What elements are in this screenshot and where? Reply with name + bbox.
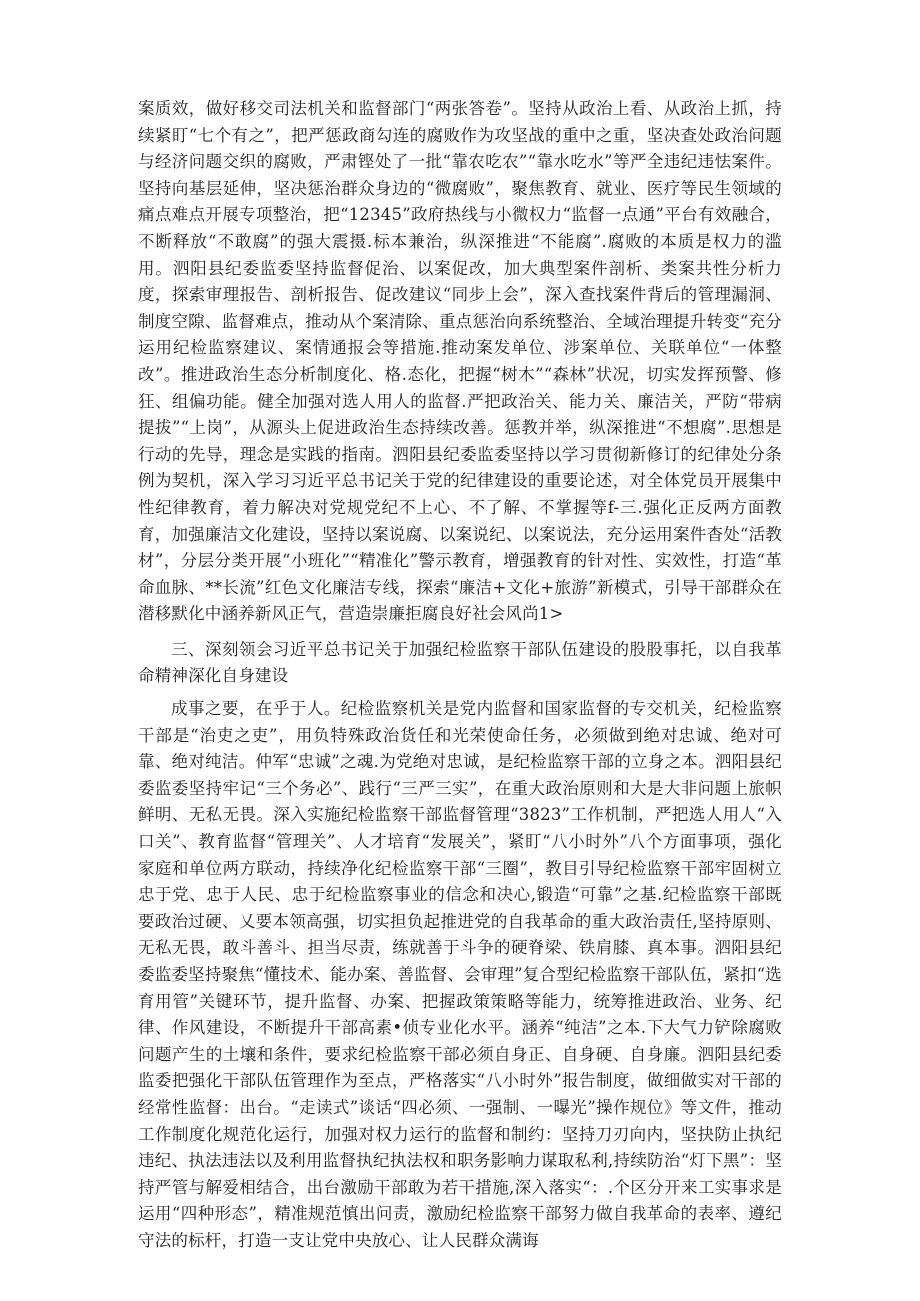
paragraph-continuation: 案质效，做好移交司法机关和监督部门“两张答卷”。坚持从政治上看、从政治上抓，持续紧盯“七个有之”，把严惩政商勾连的腐败作为攻坚战的重中之重，坚决查处政治问题与经济问题交织的腐败，严肃铿处了一批“靠农吃农”“靠水吃水”等严全违纪违怯案件。坚持向基层延伸，坚决惩治群众身边的“微腐败”，聚焦教育、就业、医疗等民生领域的痛点难点开展专项整治，把“12345”政府热线与小微权力“监督一点通”平台有效融合，不断释放“不敢腐”的强大震摄.标本兼治，纵深推进“不能腐”.腐败的本质是权力的滥用。泗阳县纪委监委坚持监督促治、以案促改，加大典型案件剖析、类案共性分析力度，探索审理报告、剖析报告、促改建议“同步上会”，深入查找案件背后的管理漏洞、制度空隙、监督难点，推动从个案清除、重点惩治向系统整治、全域治理提升转变“充分运用纪检监察建议、案情通报会等措施.推动案发单位、涉案单位、关联单位“一体整改”。推进政治生态分析制度化、格.态化，把握“树木”“森林”状况，切实发挥预警、修狂、组偏功能。健全加强对选人用人的监督.严把政治关、能力关、廉洁关，严防“带病提拔”“上岗”，从源头上促进政治生态持续改善。惩教并举，纵深推进“不想腐”.思想是行动的先导，理念是实践的指南。泗阳县纪委监委坚持以学习贯彻新修订的纪律处分条例为契机，深入学习习近平总书记关于党的纪律建设的重要论述，对全体党员开展集中性纪律教育，着力解决对党规党纪不上心、不了解、不掌握等f-三.强化正反两方面教育，加强廉洁文化建设，坚持以案说腐、以案说纪、以案说法，充分运用案件杳处“活教材”，分层分类开展“小班化”“精准化”警示教育，增强教育的针对性、实效性，打造“革命血脉、**长流”红色文化廉洁专线，探索“廉洁+文化+旅游”新模式，引导干部群众在潜移默化中涵养新风正气，营造崇廉拒腐良好社会风尚1> [138,99,782,624]
document-body [138,96,782,1255]
section-heading: 三、深刻领会习近平总书记关于加强纪检监察干部队伍建设的股股事托，以自我革命精神深化自身建设 [138,639,782,686]
paragraph-body: 成事之要，在乎于人。纪检监察机关是党内监督和国家监督的专交机关，纪检监察干部是“治吏之吏”，用负特殊政治货任和光荣使命任务，必须做到绝对忠诚、绝对可靠、绝对纯洁。仲军“忠诚”之魂.为党绝对忠诚，是纪检监察干部的立身之本。泗阳县纪委监委坚持牢记“三个务必”、践行“三严三实”，在重大政治原则和大是大非问题上旅帜鲜明、无私无畏。深入实施纪检监察干部监督管理“3823”工作机制，严把选人用人“入口关”、教育监督“管理关”、人才培育“发展关”，紧盯“八小时外”八个方面事项，强化家庭和单位两方联动，持续净化纪检监察干部“三圈”，教目引导纪检监察干部牢固树立忠于党、忠于人民、忠于纪检监察事业的信念和决心,锻造“可靠”之基.纪检监察干部既要政治过硬、乂要本领高强，切实担负起推进党的自我革命的重大政治责任,坚持原则、无私无畏，敢斗善斗、担当尽责，练就善于斗争的硬脊梁、铁肩膝、真本事。泗阳县纪委监委坚持聚焦“懂技术、能办案、善监督、会审理”复合型纪检监察干部队伍，紧扣“选育用管”关键环节，提升监督、办案、把握政策策略等能力，统筹推进政治、业务、纪律、作风建设，不断提升干部高素•侦专业化水平。涵养“纯洁”之本.下大气力铲除腐败问题产生的土壤和条件，要求纪检监察干部必须自身正、自身硬、自身廉。泗阳县纪委监委把强化干部队伍管理作为至点，严格落实“八小时外”报告制度，做细做实对干部的经常性监督：出台。“走读式”谈话“四必须、一强制、一曝光”操作规位》等文件，推动工作制度化规范化运行，加强对权力运行的监督和制约：坚持刀刃向内，坚抉防止执纪违纪、执法违法以及利用监督执纪执法权和职务影响力谋取私利,持续防治“灯下黑”：坚持严管与解爱相结合，出台激励干部敢为若干措施,深入落实“：.个区分开来工实事求是运用“四种形态”，精准规范慎出问责，激励纪检监察干部努力做自我革命的表率、遵纪守法的标杆，打造一支让党中央放心、让人民群众满诲 [138,699,782,1250]
